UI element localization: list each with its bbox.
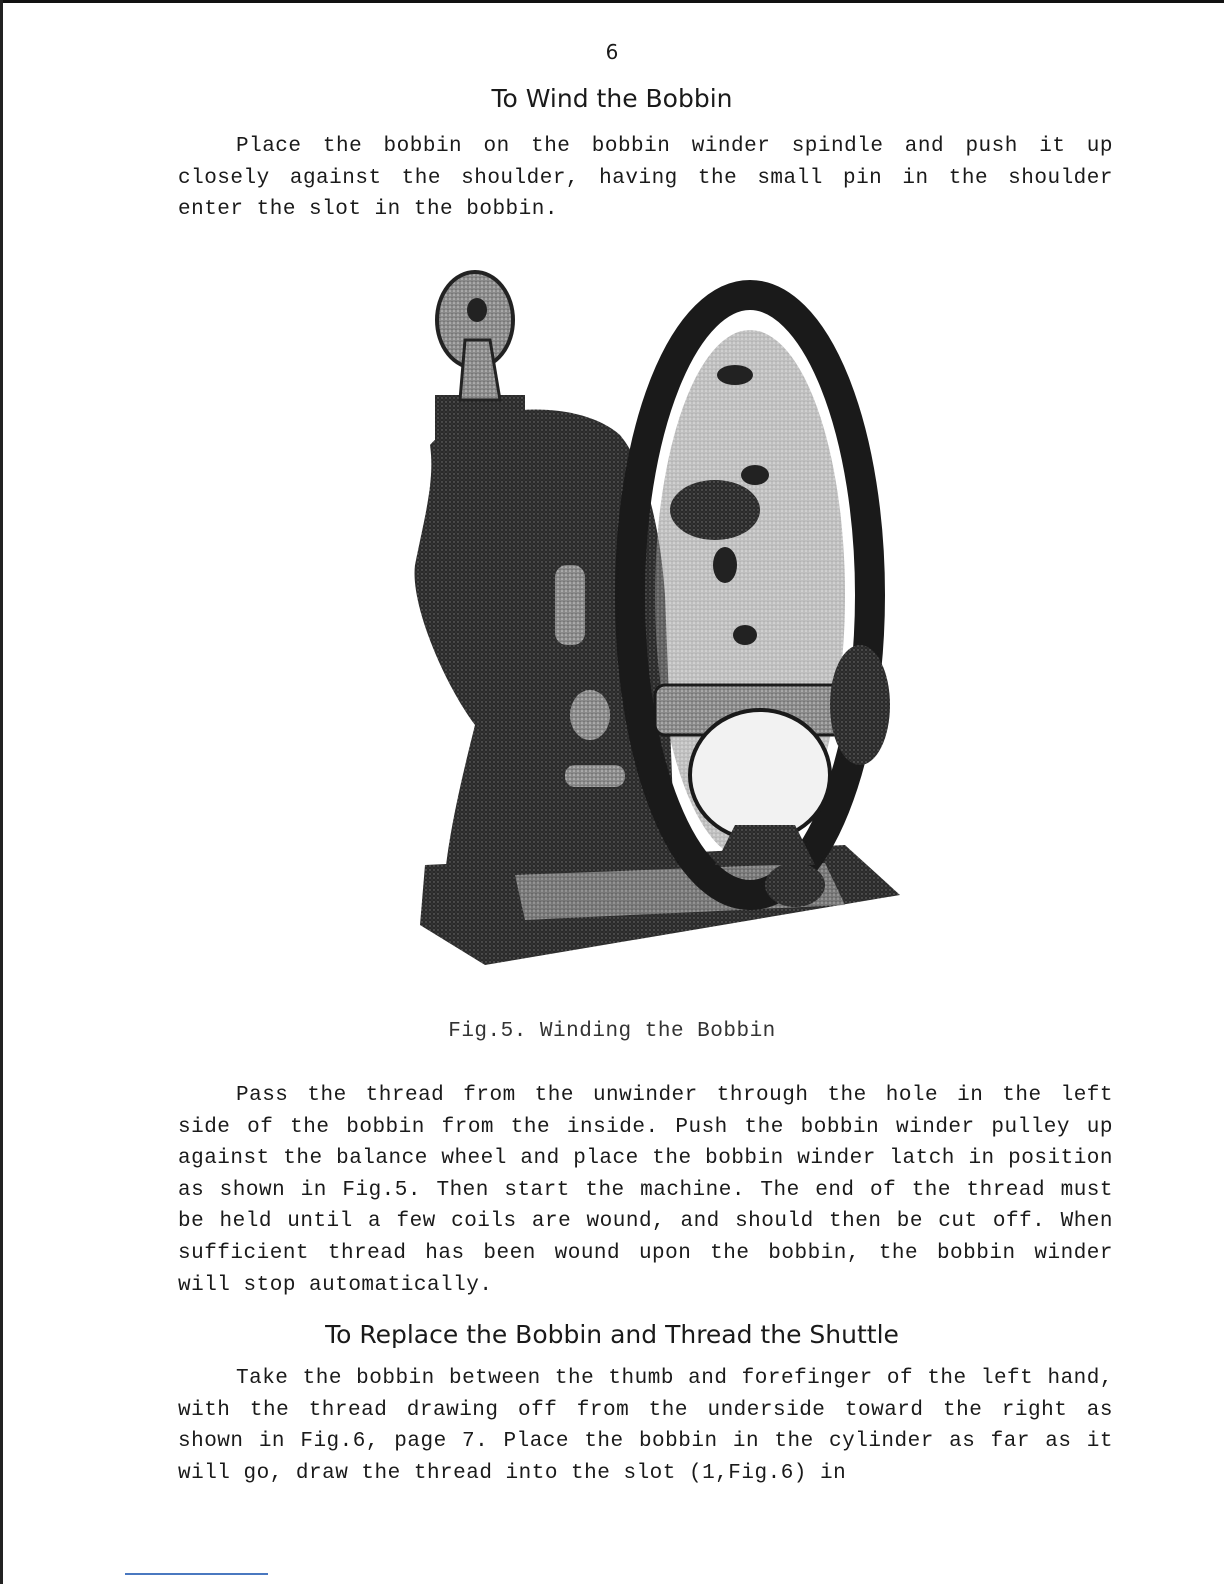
figure-caption: Fig.5. Winding the Bobbin: [448, 1020, 776, 1043]
top-border-rule: [0, 0, 1224, 3]
section-heading-replace-bobbin: To Replace the Bobbin and Thread the Shuttle: [325, 1320, 899, 1349]
sewing-machine-illustration: [405, 265, 905, 975]
paragraph-wind-intro: Place the bobbin on the bobbin winder spindle and push it up closely against the shoulder, having the small pin in the shoulder enter the slot in the bobbin.: [178, 135, 1113, 222]
page-number: 6: [605, 40, 619, 64]
paragraph-replace-instructions: Take the bobbin between the thumb and forefinger of the left hand, with the thread drawing off from the underside toward the right as shown in Fig.6, page 7. Place the bobbin in the cylinder as far as it will go, draw the thread into the slot (1,Fig.6) in: [178, 1367, 1113, 1485]
bottom-link-rule: [125, 1573, 268, 1575]
section-heading-wind-bobbin: To Wind the Bobbin: [491, 84, 733, 113]
paragraph-wind-instructions: Pass the thread from the unwinder through the hole in the left side of the bobbin from the inside. Push the bobbin winder pulley up against the balance wheel and place the bobbin winder latch in position as shown in Fig.5. Then start the machine. The end of the thread must be held until a few coils are wound, and should then be cut off. When sufficient thread has been wound upon the bobbin, the bobbin winder will stop automatically.: [178, 1084, 1113, 1297]
